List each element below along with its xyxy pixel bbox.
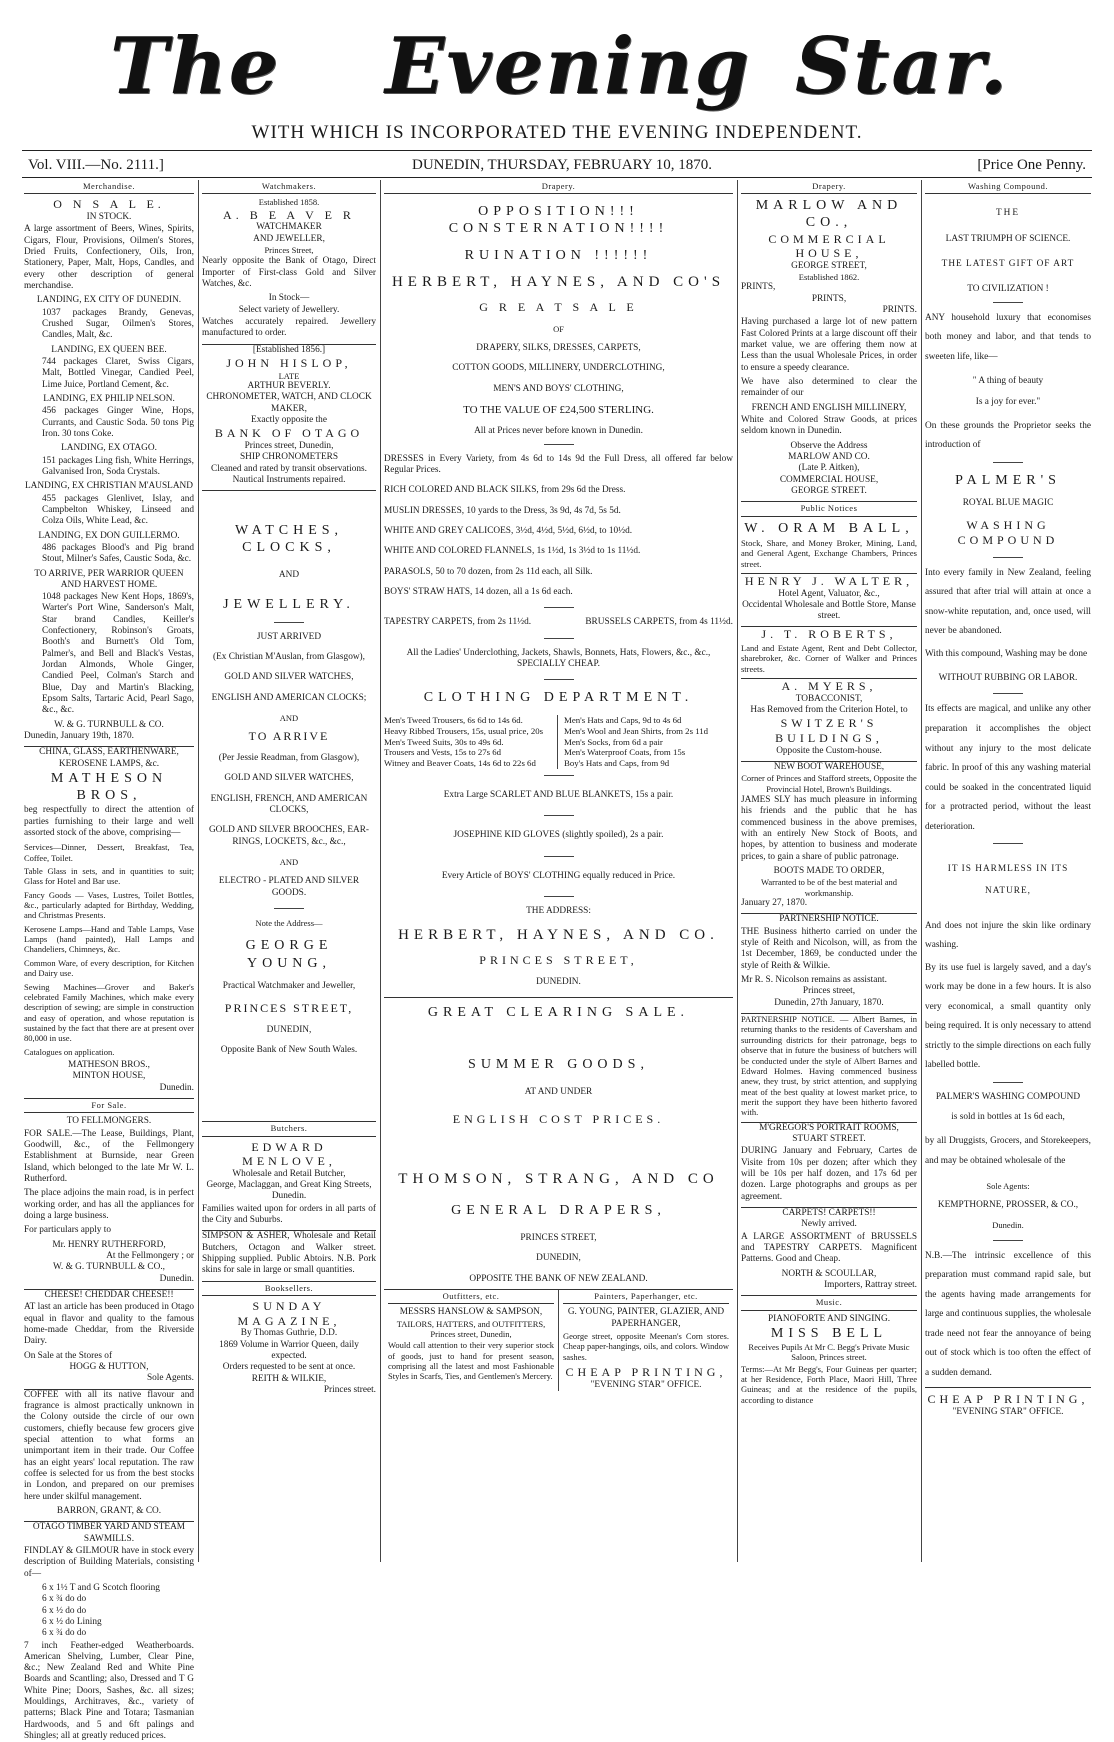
ad-text: Corner of Princes and Stafford streets, Opposite the Provincial Hotel, Brown's Buildings. (741, 773, 917, 794)
landing-title: LANDING, EX CHRISTIAN M'AUSLAND (24, 481, 194, 492)
landing-text: 744 packages Claret, Swiss Cigars, Malt, Bottled Vinegar, Candied Peel, Lime Juice, Portland Cement, &c. (24, 357, 194, 391)
ad-title: JOHN HISLOP, (202, 356, 376, 371)
ad-address: Princes street, (741, 986, 917, 997)
ad-text: Mr R. S. Nicolson remains as assistant. (741, 975, 917, 986)
ad-signature: BARRON, GRANT, & CO. (24, 1506, 194, 1517)
ad-title: MATHESON BROS, (24, 770, 194, 804)
list-item: Heavy Ribbed Trousers, 15s, usual price, 20s (384, 726, 553, 737)
ad-title: GEORGE YOUNG, (202, 937, 376, 971)
ad-text: Every Article of BOYS' CLOTHING equally reduced in Price. (384, 871, 733, 882)
ad-text: By its use fuel is largely saved, and a day's work may be done in a few hours. It is also very economical, a small quantity only being required. It is only necessary to attend strictly to the simple directions on each fully labelled bottle. (925, 959, 1091, 1076)
ad-subtitle: TOBACCONIST, (741, 694, 917, 705)
divider (993, 462, 1023, 463)
ad-text: In Stock— (202, 293, 376, 304)
ad-text: Occidental Wholesale and Bottle Store, Manse street. (741, 600, 917, 623)
ad-text: FOR SALE.—The Lease, Buildings, Plant, Goodwill, &c., of the Fellmongery Establishment at Burnside, near Green Island, which belonged to the late Mr W. L. Rutherford. (24, 1129, 194, 1186)
ad-text: TO ARRIVE (202, 729, 376, 744)
ad-subtitle: AND JEWELLER, (202, 234, 376, 245)
ad-subtitle: WATCHMAKER (202, 222, 376, 233)
ad-text: Has Removed from the Criterion Hotel, to (741, 705, 917, 716)
list-item: 6 x ½ do Lining (24, 1617, 194, 1628)
ad-date: Dunedin, January 19th, 1870. (24, 731, 194, 742)
ad-text: Exactly opposite the (202, 415, 376, 426)
list-item: MUSLIN DRESSES, 10 yards to the Dress, 3s 9d, 4s 7d, 5s 5d. (384, 506, 733, 517)
issue-date: DUNEDIN, THURSDAY, FEBRUARY 10, 1870. (412, 157, 712, 174)
ad-text: Having purchased a large lot of new pattern Fast Colored Prints at a large discount off their market value, we are offering them now at Less than the usual Wholesale Prices, in order to ensure a speedy clearance. (741, 317, 917, 374)
ad-text: FRENCH AND ENGLISH MILLINERY, (741, 403, 917, 414)
ad-text: PARTNERSHIP NOTICE. — Albert Barnes, in returning thanks to the residents of Caversham and surrounding districts for their patronage, begs to observe that in future the business of butchers will be conducted under the style of Albert Barnes and Edward Holmes. Having commenced business anew, they trust, by strict attention, and supplying meat of the best quality at lowest market price, to merit the support they have been hitherto favored with. (741, 1013, 917, 1118)
ad-text: (Per Jessie Readman, from Glasgow), (202, 753, 376, 764)
ad-text: THE Business hitherto carried on under the style of Reith and Nicolson, will, as from the 1st December, 1869, be conducted under the style of Reith & Wilkie. (741, 927, 917, 972)
spacer (384, 1136, 733, 1170)
masthead-word-star: Star. (795, 22, 1009, 112)
divider (544, 896, 574, 897)
ad-subtitle: Newly arrived. (741, 1219, 917, 1230)
ad-address: Princes street. (202, 1385, 376, 1396)
ad-text: AT AND UNDER (384, 1087, 733, 1098)
ad-text: JAMES SLY has much pleasure in informing his friends and the public that he has commenced business in the above premises, with an entirely New Stock of Boots, and hopes, by attention to business and moderate prices, to gain a share of public patronage. (741, 795, 917, 863)
divider (544, 775, 574, 776)
list-item: Common Ware, of every description, for Kitchen and Dairy use. (24, 958, 194, 979)
masthead (0, 22, 1114, 112)
ad-title: PALMER'S WASHING COMPOUND (925, 1092, 1091, 1103)
dateline-rule (22, 177, 1092, 178)
painters-ad (558, 1290, 733, 1391)
ad-title: THE (925, 208, 1091, 219)
ad-text: ANY household luxury that economises both money and labor, and that tends to sweeten life, like— (925, 309, 1091, 368)
ad-text: Orders requested to be sent at once. (202, 1362, 376, 1373)
masthead-subtitle: WITH WHICH IS INCORPORATED THE EVENING INDEPENDENT. (0, 122, 1114, 144)
masthead-word-evening: Evening (385, 22, 751, 112)
section-header: Washing Compound. (925, 180, 1091, 194)
list-item: Witney and Beaver Coats, 14s 6d to 22s 6d (384, 758, 553, 769)
ad-city: DUNEDIN, (384, 1253, 733, 1264)
ad-title: MISS BELL (741, 1325, 917, 1342)
ad-text: Note the Address— (202, 918, 376, 928)
ad-text: "EVENING STAR" OFFICE. (925, 1407, 1091, 1418)
ad-text: MEN'S AND BOYS' CLOTHING, (384, 384, 733, 395)
ad-title: IT IS HARMLESS IN ITS NATURE, (925, 858, 1091, 903)
column-divider (737, 180, 738, 1562)
list-item: DRESSES in Every Variety, from 4s 6d to 14s 9d the Full Dress, all offered far below Regular Prices. (384, 454, 733, 477)
ad-city: Dunedin. (24, 1274, 194, 1285)
divider (993, 843, 1023, 844)
landing-text: 456 packages Ginger Wine, Hops, Currants, and Caustic Soda. 50 tons Pig Iron. 30 tons Coke. (24, 406, 194, 440)
column-drapery (384, 180, 733, 1562)
ad-title: WATCHES, CLOCKS, (202, 522, 376, 556)
ad-address: PRINCES STREET, (384, 1233, 733, 1244)
section-header: Painters, Paperhanger, etc. (563, 1290, 729, 1304)
ad-text: SHIP CHRONOMETERS (202, 452, 376, 463)
ad-title: CHEAP PRINTING, (925, 1387, 1091, 1407)
ad-subtitle: Established 1862. (741, 272, 917, 282)
ad-text: Cleaned and rated by transit observations. Nautical Instruments repaired. (202, 464, 376, 487)
list-item: Kerosene Lamps—Hand and Table Lamps, Vase Lamps (hand painted), Hall Lamps and Chandeliers, Chimneys, &c. (24, 924, 194, 955)
ad-title: A. B E A V E R (202, 208, 376, 223)
ad-address: At the Fellmongery ; or (24, 1251, 194, 1262)
column-watchmakers (202, 180, 376, 1562)
landing-title: LANDING, EX PHILIP NELSON. (24, 394, 194, 405)
top-rule (22, 150, 1092, 151)
divider (993, 693, 1023, 694)
ad-title: OTAGO TIMBER YARD AND STEAM SAWMILLS. (24, 1521, 194, 1545)
ad-text: All the Ladies' Underclothing, Jackets, Shawls, Bonnets, Hats, Flowers, &c., &c., SPECIALLY CHEAP. (384, 648, 733, 671)
ad-signature: KEMPTHORNE, PROSSER, & CO., (925, 1200, 1091, 1211)
ad-text: Land and Estate Agent, Rent and Debt Collector, sharebroker, &c. Corner of Walker and Princes streets. (741, 643, 917, 674)
section-header: For Sale. (24, 1098, 194, 1113)
ad-title: CARPETS! CARPETS!! (741, 1207, 917, 1219)
list-item: Men's Waterproof Coats, from 15s (564, 747, 733, 758)
list-item: WHITE AND GREY CALICOES, 3½d, 4½d, 5½d, 6½d, to 10½d. (384, 526, 733, 537)
ad-title: OPPOSITION!!! CONSTERNATION!!!! (384, 203, 733, 237)
ad-date: Dunedin, 27th January, 1870. (741, 998, 917, 1009)
ad-text: And does not injure the skin like ordinary washing. (925, 917, 1091, 956)
spacer (384, 1022, 733, 1056)
ad-subtitle: [Established 1856.] (202, 344, 376, 356)
ad-text: Select variety of Jewellery. (202, 305, 376, 316)
column-washing-compound (925, 180, 1091, 1562)
ad-subtitle: CHRONOMETER, WATCH, AND CLOCK MAKER, (202, 392, 376, 415)
prints-line: PRINTS. (741, 305, 917, 316)
ad-title: O N S A L E. (24, 197, 194, 212)
quote-line: " A thing of beauty (925, 376, 1091, 387)
list-item: PARASOLS, 50 to 70 dozen, from 2s 11d each, all Silk. (384, 567, 733, 578)
ad-address: Princes street, Dunedin, (202, 441, 376, 452)
ad-text: Extra Large SCARLET AND BLUE BLANKETS, 15s a pair. (384, 790, 733, 801)
spacer (202, 1065, 376, 1117)
ad-text: DURING January and February, Cartes de Visite from 10s per dozen; after which they will be 10s per half dozen, and 17s 6d per dozen. Large photographs and groups as per agreement. (741, 1146, 917, 1203)
ad-text: Nearly opposite the Bank of Otago, Direct Importer of First-class Gold and Silver Watches, &c. (202, 256, 376, 290)
section-header: Music. (741, 1295, 917, 1310)
ad-text: For particulars apply to (24, 1225, 194, 1236)
ad-subtitle: Wholesale and Retail Butcher, (202, 1169, 376, 1180)
ad-text: With this compound, Washing may be done (925, 645, 1091, 665)
ad-address: GEORGE STREET. (741, 486, 917, 497)
ad-text: George street, opposite Meenan's Corn stores. Cheap paper-hangings, oils, and colors. Window sashes. (563, 1331, 729, 1362)
landing-title: LANDING, EX DON GUILLERMO. (24, 531, 194, 542)
ad-text: COTTON GOODS, MILLINERY, UNDERCLOTHING, (384, 363, 733, 374)
ad-subtitle: G R E A T S A L E (384, 300, 733, 315)
ad-signature: MATHESON BROS., (24, 1060, 194, 1071)
ad-title: WITHOUT RUBBING OR LABOR. (925, 673, 1091, 684)
ad-text: A LARGE ASSORTMENT of BRUSSELS and TAPESTRY CARPETS. Magnificent Patterns. Good and Cheap. (741, 1232, 917, 1266)
ad-city: Dunedin. (24, 1083, 194, 1094)
list-item: Men's Socks, from 6d a pair (564, 737, 733, 748)
ad-text: ELECTRO - PLATED AND SILVER GOODS. (202, 876, 376, 899)
ad-title: PIANOFORTE AND SINGING. (741, 1314, 917, 1325)
ad-text: by all Druggists, Grocers, and Storekeepers, and may be obtained wholesale of the (925, 1132, 1091, 1171)
ad-subtitle: IN STOCK. (24, 212, 194, 223)
ad-text: GOLD AND SILVER WATCHES, (202, 773, 376, 784)
divider (544, 679, 574, 680)
ad-text: Opposite the Custom-house. (741, 746, 917, 757)
section-header: Drapery. (741, 180, 917, 194)
column-divider (921, 180, 922, 1562)
ad-title: CHEAP PRINTING, (563, 1365, 729, 1380)
ad-text: On these grounds the Proprietor seeks the introduction of (925, 417, 1091, 456)
list-item: 6 x ½ do do (24, 1606, 194, 1617)
ad-title: M'GREGOR'S PORTRAIT ROOMS, STUART STREET. (741, 1122, 917, 1146)
ad-title: J. T. ROBERTS, (741, 626, 917, 642)
ad-title: GENERAL DRAPERS, (384, 1202, 733, 1219)
ad-text: Its effects are magical, and unlike any other preparation it accomplishes the object without any injury to the most delicate fabric. In proof of this any washing material could be soaked in the concentrated liquid for a protracted period, without the least deterioration. (925, 700, 1091, 837)
ad-text: OPPOSITE THE BANK OF NEW ZEALAND. (384, 1274, 733, 1285)
ad-signature: REITH & WILKIE, (202, 1374, 376, 1385)
list-item: Boy's Hats and Caps, from 9d (564, 758, 733, 769)
ad-address: Importers, Rattray street. (741, 1280, 917, 1291)
landing-text: 1048 packages New Kent Hops, 1869's, Warter's Port Wine, Sanderson's Malt, Star brand Candles, Keiller's Confectionery, Robinson's Groats, Booth's and Burnett's Old Tom, Palmer's, and Bell and Black's Vestas, Jordan Almonds, Whole Ginger, Candied Peel, Colman's Starch and Blue, Day and Martin's Blacking, Epsom Salts, Tartaric Acid, Pearl Sago, &c., &c. (24, 592, 194, 717)
ad-text: DRAPERY, SILKS, DRESSES, CARPETS, (384, 343, 733, 354)
divider (993, 1240, 1023, 1241)
ad-title: CHEESE! CHEDDAR CHEESE!! (24, 1289, 194, 1301)
ad-text: "EVENING STAR" OFFICE. (563, 1380, 729, 1391)
ad-title: A. MYERS, (741, 678, 917, 694)
ad-signature: W. & G. TURNBULL & CO. (24, 720, 194, 731)
ad-text: is sold in bottles at 1s 6d each, (925, 1112, 1091, 1123)
ad-signature: W. & G. TURNBULL & CO., (24, 1262, 194, 1273)
ad-text: (Ex Christian M'Auslan, from Glasgow), (202, 652, 376, 663)
clothing-lists (384, 715, 733, 769)
ad-text: BOOTS MADE TO ORDER, (741, 866, 917, 877)
landing-title: TO ARRIVE, PER WARRIOR QUEEN AND HARVEST HOME. (24, 569, 194, 592)
section-header: Butchers. (202, 1121, 376, 1136)
list-item: 6 x ¾ do do (24, 1594, 194, 1605)
ad-subtitle: ARTHUR BEVERLY. (202, 381, 376, 392)
list-item: 6 x 1½ T and G Scotch flooring (24, 1583, 194, 1594)
divider (544, 607, 574, 608)
ad-city: DUNEDIN. (384, 977, 733, 988)
ad-text: Observe the Address (741, 441, 917, 452)
landing-text: 455 packages Glenlivet, Islay, and Campbelton Whiskey, Linseed and Colza Oils, White Lead, &c. (24, 494, 194, 528)
ad-text: On Sale at the Stores of (24, 1351, 194, 1362)
ad-subtitle: By Thomas Guthrie, D.D. (202, 1328, 376, 1339)
ad-address: George, Maclaggan, and Great King Streets, Dunedin. (202, 1180, 376, 1203)
ad-title: G. YOUNG, PAINTER, GLAZIER, AND PAPERHANGER, (563, 1307, 729, 1330)
ad-title: MESSRS HANSLOW & SAMPSON, (388, 1307, 554, 1318)
list-item: 6 x ¾ do do (24, 1628, 194, 1639)
ad-text: ENGLISH, FRENCH, AND AMERICAN CLOCKS, (202, 794, 376, 817)
list-item: BOYS' STRAW HATS, 14 dozen, all a 1s 6d each. (384, 587, 733, 598)
list-item: BRUSSELS CARPETS, from 4s 11½d. (585, 617, 733, 628)
ad-text: Into every family in New Zealand, feeling assured that after trial will attain at once a snow-white reputation, and, once used, will never be abandoned. (925, 564, 1091, 642)
list-item: Services—Dinner, Dessert, Breakfast, Tea, Coffee, Toilet. (24, 842, 194, 863)
ad-text: Watches accurately repaired. Jewellery manufactured to order. (202, 317, 376, 340)
ad-title: GREAT CLEARING SALE. (384, 997, 733, 1021)
section-header: Public Notices (741, 501, 917, 516)
ad-text: White and Colored Straw Goods, at prices seldom known in Dunedin. (741, 415, 917, 438)
ad-text: GOLD AND SILVER WATCHES, (202, 672, 376, 683)
column-merchandise (24, 180, 194, 1562)
list-item: Table Glass in sets, and in quantities to suit; Glass for Hotel and Bar use. (24, 866, 194, 887)
divider (544, 638, 574, 639)
ad-text: The place adjoins the main road, is in perfect working order, and has all the appliances for doing a large business. (24, 1188, 194, 1222)
ad-signature: Sole Agents. (24, 1373, 194, 1384)
prints-line: PRINTS, (741, 294, 917, 305)
ad-text: A large assortment of Beers, Wines, Spirits, Cigars, Flour, Provisions, Oilmen's Stores, Dried Fruits, Confectionery, Oils, Iron, Stationery, Paper, Malt, Hops, Candles, and every other description of general merchandise. (24, 224, 194, 292)
ad-title: LAST TRIUMPH OF SCIENCE. (925, 234, 1091, 245)
divider (993, 302, 1023, 303)
section-header: Drapery. (384, 180, 733, 194)
ad-address: GEORGE STREET, (741, 261, 917, 272)
list-item: Sewing Machines—Grover and Baker's celebrated Family Machines, which make every description of sewing; are simple in construction and easy of operation, and whose reputation is sustained by the fact that there are at present over 80,000 in use. (24, 982, 194, 1044)
ad-text: All at Prices never before known in Dunedin. (384, 426, 733, 437)
ad-title: HENRY J. WALTER, (741, 573, 917, 589)
quote-line: Is a joy for ever." (925, 397, 1091, 408)
ad-text: Receives Pupils At Mr C. Begg's Private Music Saloon, Princes street. (741, 1342, 917, 1363)
ad-title: TO CIVILIZATION ! (925, 284, 1091, 295)
column-drapery-notices (741, 180, 917, 1562)
volume-number: Vol. VIII.—No. 2111.] (28, 157, 164, 174)
ad-title: JEWELLERY. (202, 596, 376, 613)
ad-text: ENGLISH AND AMERICAN CLOCKS; (202, 693, 376, 704)
divider (544, 444, 574, 445)
ad-title: WASHING COMPOUND (925, 518, 1091, 547)
ad-title: THOMSON, STRANG, AND CO (384, 1170, 733, 1188)
list-item: Men's Tweed Trousers, 6s 6d to 14s 6d. (384, 715, 553, 726)
ad-subtitle: Sole Agents: (925, 1181, 1091, 1191)
ad-text: TO THE VALUE OF £24,500 STERLING. (384, 404, 733, 417)
ad-title: COMMERCIAL HOUSE, (741, 232, 917, 261)
list-item: Men's Wool and Jean Shirts, from 2s 11d (564, 726, 733, 737)
ad-subtitle: Hotel Agent, Valuator, &c., (741, 589, 917, 600)
ad-title: PALMER'S (925, 472, 1091, 489)
ad-text: beg respectfully to direct the attention of parties furnishing to their large and well assorted stock of the above, comprising— (24, 805, 194, 839)
ad-text: AND (202, 713, 376, 723)
ad-address: COMMERCIAL HOUSE, (741, 475, 917, 486)
ad-subtitle: Established 1858. (202, 197, 376, 207)
ad-text: AT last an article has been produced in Otago equal in flavor and quality to the famous home-made Cheddar, from the Riverside Dairy. (24, 1302, 194, 1347)
ad-text: 1869 Volume in Warrior Queen, daily expected. (202, 1340, 376, 1363)
ad-text: AND (202, 857, 376, 867)
masthead-word-the: The (110, 22, 280, 112)
clothing-list-right (564, 715, 733, 769)
ad-text: SIMPSON & ASHER, Wholesale and Retail Butchers, Octagon and Walker street. Shipping supplied. Public Abtoirs. N.B. Pork skins for sale in large or small quantities. (202, 1230, 376, 1276)
ad-text: Warranted to be of the best material and workmanship. (741, 877, 917, 898)
landing-title: LANDING, EX CITY OF DUNEDIN. (24, 295, 194, 306)
landing-title: LANDING, EX OTAGO. (24, 443, 194, 454)
ad-signature: NORTH & SCOULLAR, (741, 1269, 917, 1280)
ad-city: Dunedin. (925, 1220, 1091, 1230)
ad-title: HERBERT, HAYNES, AND CO'S (384, 273, 733, 291)
ad-subtitle: Practical Watchmaker and Jeweller, (202, 981, 376, 992)
ad-text: Families waited upon for orders in all parts of the City and Suburbs. (202, 1204, 376, 1227)
landing-text: 151 packages Ling fish, White Herrings, Galvanised Iron, Soda Crystals. (24, 456, 194, 479)
divider (993, 1082, 1023, 1083)
section-header: Merchandise. (24, 180, 194, 194)
list-item: Men's Tweed Suits, 30s to 49s 6d. (384, 737, 553, 748)
ad-title: PARTNERSHIP NOTICE. (741, 913, 917, 925)
ad-title: W. ORAM BALL, (741, 520, 917, 537)
ad-text: THE ADDRESS: (384, 906, 733, 917)
small-ads-row (384, 1289, 733, 1391)
divider (274, 908, 304, 909)
spacer (202, 490, 376, 513)
ad-subtitle: TAILORS, HATTERS, and OUTFITTERS, Princes street, Dunedin, (388, 1319, 554, 1340)
ad-title: SUNDAY MAGAZINE, (202, 1299, 376, 1328)
list-item: Fancy Goods — Vases, Lustres, Toilet Bottles, &c., particularly adapted for Birthday, Wedding, and Christmas Presents. (24, 890, 194, 921)
dateline (22, 155, 1092, 177)
ad-address: Princes Street, (202, 245, 376, 255)
ad-city: DUNEDIN, (202, 1025, 376, 1036)
ad-title: CHINA, GLASS, EARTHENWARE, KEROSENE LAMPS, &c. (24, 746, 194, 770)
ad-text: JOSEPHINE KID GLOVES (slightly spoiled), 2s a pair. (384, 830, 733, 841)
ad-title: CLOTHING DEPARTMENT. (384, 689, 733, 706)
ad-address: PRINCES STREET, (202, 1001, 376, 1016)
landing-title: LANDING, EX QUEEN BEE. (24, 345, 194, 356)
list-item: Catalogues on application. (24, 1047, 194, 1057)
ad-signature: MARLOW AND CO. (741, 452, 917, 463)
ad-text: AND (202, 570, 376, 581)
ad-title: ENGLISH COST PRICES. (384, 1112, 733, 1127)
section-header: Watchmakers. (202, 180, 376, 194)
landing-text: 1037 packages Brandy, Genevas, Crushed Sugar, Oilmen's Stores, Candles, Malt, &c. (24, 308, 194, 342)
section-header: Outfitters, etc. (388, 1290, 554, 1304)
landing-text: 486 packages Blood's and Pig brand Stout, Milner's Safes, Caustic Soda, &c. (24, 543, 194, 566)
divider (544, 856, 574, 857)
ad-text: Opposite Bank of New South Wales. (202, 1045, 376, 1056)
list-item: RICH COLORED AND BLACK SILKS, from 29s 6d the Dress. (384, 485, 733, 496)
ad-text: OF (384, 324, 733, 334)
list-item: WHITE AND COLORED FLANNELS, 1s 1½d, 1s 3½d to 1s 11½d. (384, 546, 733, 557)
divider (993, 557, 1023, 558)
ad-title: SUMMER GOODS, (384, 1056, 733, 1073)
ad-title: MARLOW AND CO., (741, 197, 917, 231)
column-divider (380, 180, 381, 1562)
ad-title: THE LATEST GIFT OF ART (925, 259, 1091, 270)
ad-date: January 27, 1870. (741, 898, 917, 909)
ad-text: COFFEE with all its native flavour and fragrance is almost practically unknown in the Colony outside the circle of our own customers, chiefly because few grocers give special attention to what forms an unimportant item in their trade. Our Coffee has an eight years' local reputation. The raw coffee is selected for us from the best stocks in London, and prepared on our premises here under skilful management. (24, 1389, 194, 1503)
list-item: TAPESTRY CARPETS, from 2s 11½d. (384, 617, 531, 628)
list-item: Trousers and Vests, 15s to 27s 6d (384, 747, 553, 758)
ad-text: BANK OF OTAGO (202, 426, 376, 441)
divider (544, 815, 574, 816)
ad-title: TO FELLMONGERS. (24, 1116, 194, 1127)
ad-subtitle: ROYAL BLUE MAGIC (925, 498, 1091, 509)
carpet-prices (384, 617, 733, 628)
prints-line: PRINTS, (741, 282, 917, 293)
ad-address: MINTON HOUSE, (24, 1071, 194, 1082)
ad-text: Would call attention to their very superior stock of goods, just to hand for present season, comprising all the latest and most Fashionable Styles in Scarfs, Ties, and Gentlemen's Mercery. (388, 1340, 554, 1381)
ad-text: GOLD AND SILVER BROOCHES, EAR-RINGS, LOCKETS, &c., &c., (202, 825, 376, 848)
section-header: Booksellers. (202, 1281, 376, 1296)
ad-text: 7 inch Feather-edged Weatherboards. American Shelving, Lumber, Clear Pine, &c.; New Zealand Red and White Pine Boards and Scantling; also, Dressed and T G White Pine; Doors, Sashes, &c. all sizes; Mouldings, Architraves, &c., variety of patterns; Black Pine and Totara; Tasmanian Hardwoods, and 5 and 6ft palings and Shingles; all at greatly reduced prices. (24, 1641, 194, 1742)
clothing-list-left (384, 715, 558, 769)
ad-signature: Mr. HENRY RUTHERFORD, (24, 1240, 194, 1251)
ad-title: EDWARD MENLOVE, (202, 1140, 376, 1169)
price: [Price One Penny. (977, 157, 1086, 174)
ad-text: Terms:—At Mr Begg's, Four Guineas per quarter; at her Residence, Forth Place, Maori Hill, Three Guineas; and at the residence of the pupils, according to distance (741, 1364, 917, 1405)
ad-text: FINDLAY & GILMOUR have in stock every description of Building Materials, consisting of— (24, 1546, 194, 1580)
ad-address: SWITZER'S BUILDINGS, (741, 716, 917, 745)
ad-title: RUINATION !!!!!! (384, 247, 733, 264)
list-item: Men's Hats and Caps, 9d to 4s 6d (564, 715, 733, 726)
ad-text: (Late P. Aitken), (741, 463, 917, 474)
ad-title: NEW BOOT WAREHOUSE, (741, 761, 917, 773)
outfitters-ad (384, 1290, 558, 1391)
ad-signature: HOGG & HUTTON, (24, 1362, 194, 1373)
ad-text: We have also determined to clear the remainder of our (741, 377, 917, 400)
ad-title: HERBERT, HAYNES, AND CO. (384, 926, 733, 944)
ad-text: Stock, Share, and Money Broker, Mining, Land, and General Agent, Exchange Chambers, Princes street. (741, 538, 917, 569)
ad-text: N.B.—The intrinsic excellence of this preparation must command rapid sale, but the agents having made arrangements for large and continuous supplies, the wholesale trade need not fear the annoyance of being out of stock which is too often the effect of a sudden demand. (925, 1247, 1091, 1384)
divider (274, 622, 304, 623)
ad-text: JUST ARRIVED (202, 632, 376, 643)
column-divider (198, 180, 199, 1562)
ad-address: PRINCES STREET, (384, 953, 733, 968)
ad-subtitle: LATE (202, 371, 376, 381)
